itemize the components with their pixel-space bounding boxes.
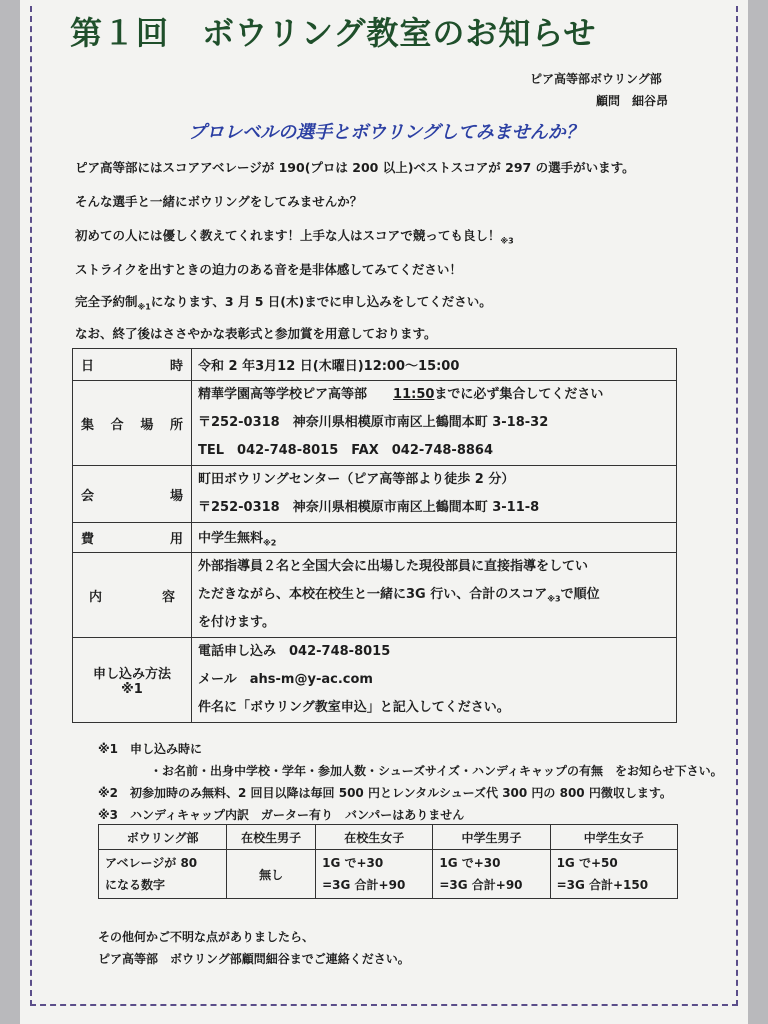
mail-address: ahs-m@y-ac.com (249, 672, 373, 687)
row-content (73, 553, 677, 638)
label-apply: 申し込み方法 ※1 (73, 638, 192, 723)
label-fee: 費 用 (73, 523, 192, 553)
dashed-border-bottom (30, 1004, 738, 1006)
subtitle: プロレベルの選手とボウリングしてみませんか？ (188, 122, 584, 143)
row-meeting (73, 381, 677, 466)
label-meeting: 集 合 場 所 (73, 381, 192, 466)
intro-line: ストライクを出すときの迫力のある音を是非体感してみてください！ (75, 262, 462, 277)
note-2: ※2 初参加時のみ無料、2 回目以降は毎回 500 円とレンタルシューズ代 300 円の 800 円徴収します。 (98, 786, 672, 800)
row-venue (73, 466, 677, 523)
handicap-student-female: 1G で+30 =3G 合計+90 (316, 850, 433, 899)
value-datetime: 令和 2 年3月12 日(木曜日)12:00～15:00 (192, 349, 677, 381)
dashed-border-right (736, 6, 738, 1006)
handicap-jh-male: 1G で+30 =3G 合計+90 (433, 850, 550, 899)
row-fee (73, 523, 677, 553)
info-table (72, 348, 677, 723)
row-apply (73, 638, 677, 723)
handicap-header: ボウリング部 (99, 825, 227, 850)
value-venue: 町田ボウリングセンター（ピア高等部より徒歩 2 分） 〒252-0318 神奈川県相模原市南区上鶴間本町 3-11-8 (192, 466, 677, 523)
label-datetime: 日 時 (73, 349, 192, 381)
handicap-header: 中学生女子 (550, 825, 677, 850)
value-meeting: 精華学園高等学校ピア高等部 11:50までに必ず集合してください 〒252-0318 神奈川県相模原市南区上鶴間本町 3-18-32 TEL 042-748-8015 FAX 042-748-8864 (192, 381, 677, 466)
handicap-header: 中学生男子 (433, 825, 550, 850)
note-1-body: ・お名前・出身中学校・学年・参加人数・シューズサイズ・ハンディキャップの有無 をお知らせ下さい。 (150, 764, 723, 778)
intro-line: 初めての人には優しく教えてくれます！上手な人はスコアで競っても良し！$_{※3}$ (75, 228, 514, 246)
label-venue: 会 場 (73, 466, 192, 523)
handicap-header-row (99, 825, 678, 850)
footer-line: その他何かご不明な点がありましたら、 (98, 930, 315, 944)
handicap-jh-female: 1G で+50 =3G 合計+150 (550, 850, 677, 899)
row-datetime (73, 349, 677, 381)
flyer-title: 第１回 ボウリング教室のお知らせ (70, 14, 597, 52)
intro-line: 完全予約制$_{※1}$になります、3 月 5 日(木)までに申し込みをしてください。 (75, 294, 492, 312)
label-content: 内 容 (73, 553, 192, 638)
handicap-header: 在校生男子 (227, 825, 316, 850)
dashed-border-left (30, 6, 32, 1006)
footer-line: ピア高等部 ボウリング部顧問細谷までご連絡ください。 (98, 952, 410, 966)
note-3: ※3 ハンディキャップ内訳 ガーター有り バンパーはありません (98, 808, 465, 822)
organization: ピア高等部ボウリング部 (530, 72, 662, 86)
intro-line: そんな選手と一緒にボウリングをしてみませんか？ (75, 194, 363, 209)
intro-line: ピア高等部にはスコアアベレージが 190(プロは 200 以上)ベストスコアが 297 の選手がいます。 (75, 160, 635, 175)
note-1-title: ※1 申し込み時に (98, 742, 203, 756)
handicap-header: 在校生女子 (316, 825, 433, 850)
handicap-row-label: アベレージが 80 になる数字 (99, 850, 227, 899)
handicap-table (98, 824, 678, 899)
value-apply: 電話申し込み 042-748-8015 メール ahs-m@y-ac.com 件名に「ボウリング教室申込」と記入してください。 (192, 638, 677, 723)
handicap-row (99, 850, 678, 899)
value-content: 外部指導員２名と全国大会に出場した現役部員に直接指導をしてい ただきながら、本校在校生と一緒に3G 行い、合計のスコア$_{※3}$で順位 を付けます。 (192, 553, 677, 638)
advisor: 顧問 細谷昂 (596, 94, 669, 108)
intro-line: なお、終了後はささやかな表彰式と参加賞を用意しております。 (75, 326, 437, 341)
handicap-student-male: 無し (227, 850, 316, 899)
value-fee: 中学生無料$_{※2}$ (192, 523, 677, 553)
